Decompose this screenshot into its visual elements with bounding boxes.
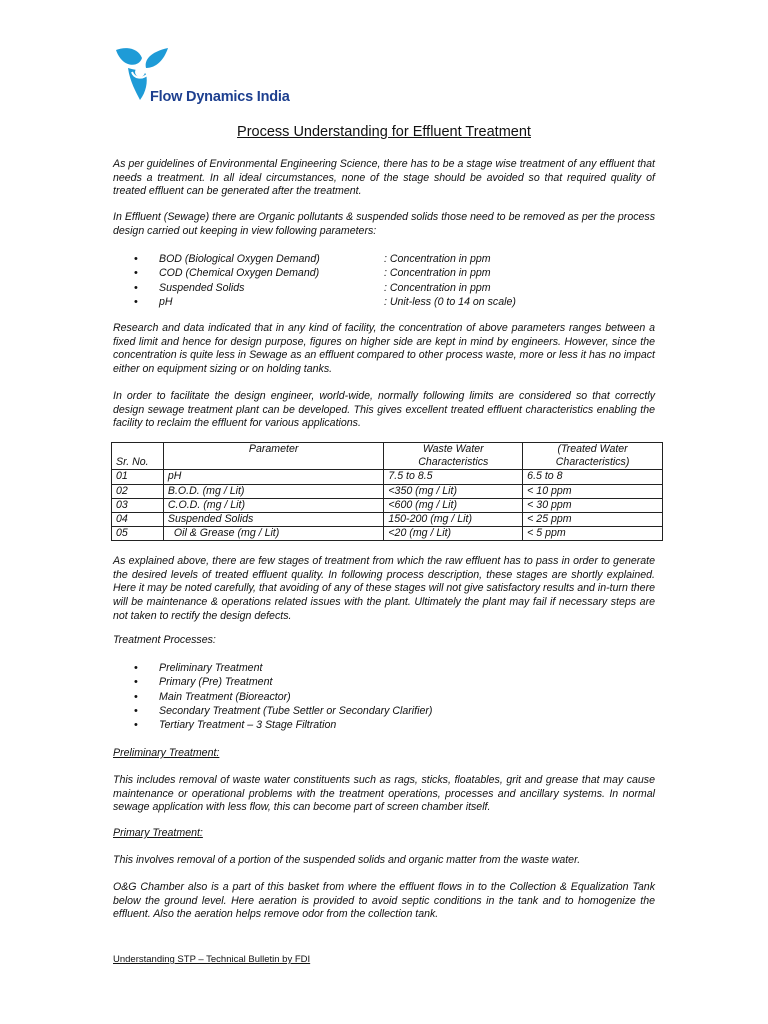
parameter-label: COD (Chemical Oxygen Demand) [159,267,320,280]
table-row [112,513,663,527]
table-cell: 03 [112,498,164,512]
table-cell: <600 (mg / Lit) [384,498,523,512]
og-chamber-paragraph: O&G Chamber also is a part of this basket from where the effluent flows in to the Collection & Equalization Tank below the ground level. Here aeration is provided to avoid septic conditions in the tank and to homogenize the effluent. Also the aeration helps remove odor from the collection tank. [113,881,655,921]
table-row [112,527,663,541]
primary-paragraph: This involves removal of a portion of the suspended solids and organic matter from the waste water. [113,854,581,866]
process-label: Primary (Pre) Treatment [159,676,273,689]
table-cell: Oil & Grease (mg / Lit) [163,527,383,541]
preliminary-paragraph: This includes removal of waste water constituents such as rags, sticks, floatables, grit and grease that may cause maintenance or operational problems with the treatment operations, processes and ancillary systems. In normal sewage application with less flow, this can become part of screen chamber itself. [113,774,655,814]
bullet-icon: • [134,690,138,703]
list-item [113,282,673,296]
table-cell: 01 [112,470,164,484]
table-row [112,470,663,484]
brand-name: Flow Dynamics India [150,89,290,105]
table-cell: 04 [112,513,164,527]
table-cell: < 30 ppm [523,498,663,512]
parameter-label: BOD (Biological Oxygen Demand) [159,253,320,265]
list-item [113,296,673,310]
table-cell: <350 (mg / Lit) [384,484,523,498]
page-title: Process Understanding for Effluent Treatment [237,124,531,140]
table-cell: pH [163,470,383,484]
intro-paragraph: As per guidelines of Environmental Engineering Science, there has to be a stage wise treatment of any effluent that needs a treatment. In all ideal circumstances, none of the stage should be avoided so that required quality of treated effluent can be generated after the treatment. [113,158,655,198]
parameter-label: pH [159,295,173,308]
table-cell: 02 [112,484,164,498]
parameter-list [113,253,673,310]
list-item [113,691,673,705]
table-cell: < 10 ppm [523,484,663,498]
process-list [113,662,673,733]
table-cell: < 25 ppm [523,513,663,527]
table-cell: Suspended Solids [163,513,383,527]
column-header-waste-water: Waste Water Characteristics [384,443,523,470]
parameter-value: : Concentration in ppm [384,267,491,280]
process-label: Preliminary Treatment [159,662,263,674]
table-cell: 7.5 to 8.5 [384,470,523,484]
bullet-icon: • [134,267,138,280]
table-cell: 05 [112,527,164,541]
parameter-value: : Concentration in ppm [384,281,491,294]
explained-paragraph: As explained above, there are few stages of treatment from which the raw effluent has to pass in order to generate the desired levels of treated effluent quality. In following process description, these stages are shortly explained. Here it may be noted carefully, that avoiding of any of these stages will not give satisfactory results and in-turn there will be maintenance & operations related issues with the plant. Ultimately the plant may fail if necessary steps are not taken to rectify the design defects. [113,555,655,622]
parameter-label: Suspended Solids [159,281,245,294]
column-header-treated-water: (Treated Water Characteristics) [523,443,663,470]
table-cell: <20 (mg / Lit) [384,527,523,541]
list-item [113,267,673,281]
table-cell: 6.5 to 8 [523,470,663,484]
table-cell: < 5 ppm [523,527,663,541]
bullet-icon: • [134,295,138,308]
process-label: Tertiary Treatment – 3 Stage Filtration [159,719,337,732]
bullet-icon: • [134,676,138,689]
table-cell: C.O.D. (mg / Lit) [163,498,383,512]
bullet-icon: • [134,253,138,265]
primary-heading: Primary Treatment: [113,827,203,839]
list-item [113,662,673,676]
bullet-icon: • [134,704,138,717]
bullet-icon: • [134,281,138,294]
list-item [113,676,673,690]
footer-link[interactable]: Understanding STP – Technical Bulletin by FDI [113,954,311,965]
column-header-sr-no: Sr. No. [112,443,164,470]
table-cell: 150-200 (mg / Lit) [384,513,523,527]
research-paragraph: Research and data indicated that in any kind of facility, the concentration of above parameters ranges between a fixed limit and hence for design purpose, figures on higher side are kept in mind by engineers. However, since the concentration is quite less in Sewage as an effluent compared to other process waste, more or less it has no impact either on equipment sizing or on holding tanks. [113,322,655,376]
table-row [112,498,663,512]
bullet-icon: • [134,719,138,732]
company-logo [112,46,312,110]
process-label: Main Treatment (Bioreactor) [159,690,291,703]
bullet-icon: • [134,662,138,674]
table-row [112,484,663,498]
table-header-row [112,443,663,470]
column-header-parameter: Parameter [163,443,383,470]
parameter-value: : Unit-less (0 to 14 on scale) [384,295,516,308]
preliminary-heading: Preliminary Treatment: [113,747,220,759]
parameter-value: : Concentration in ppm [384,253,491,265]
list-item [113,719,673,733]
sewage-paragraph: In Effluent (Sewage) there are Organic pollutants & suspended solids those need to be removed as per the process design carried out keeping in view following parameters: [113,211,655,237]
list-item [113,253,673,267]
table-cell: B.O.D. (mg / Lit) [163,484,383,498]
process-label: Secondary Treatment (Tube Settler or Secondary Clarifier) [159,704,433,717]
design-paragraph: In order to facilitate the design engineer, world-wide, normally following limits are considered so that correctly design sewage treatment plant can be developed. This gives excellent treated effluent characteristics enabling the facility to reclaim the effluent for various applications. [113,390,655,430]
characteristics-table [111,442,663,541]
list-item [113,705,673,719]
processes-heading: Treatment Processes: [113,634,216,646]
